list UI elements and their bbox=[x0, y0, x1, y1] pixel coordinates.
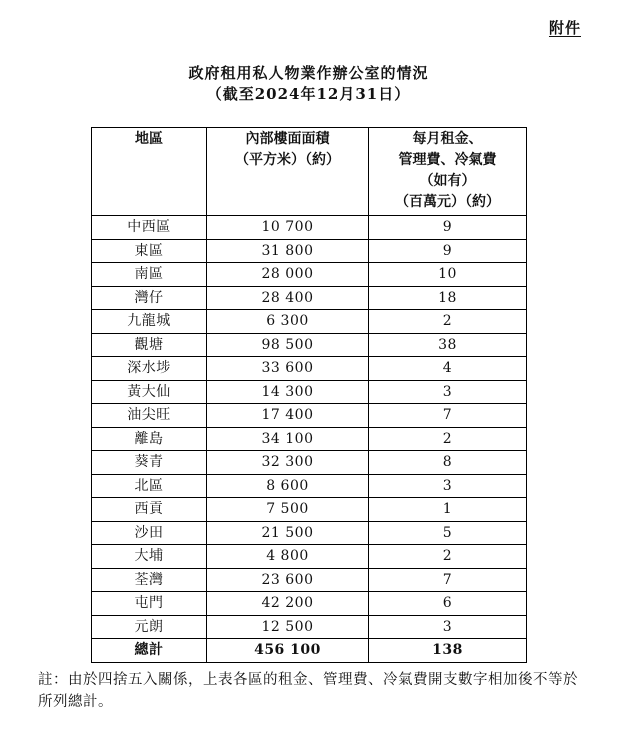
district-cell: 大埔 bbox=[92, 545, 207, 569]
header-floor-area-line: 內部樓面面積 bbox=[245, 131, 330, 147]
table-row bbox=[92, 310, 527, 334]
table-row bbox=[92, 286, 527, 310]
area-cell: 42 200 bbox=[207, 592, 369, 616]
table-row bbox=[92, 263, 527, 287]
district-cell: 元朗 bbox=[92, 615, 207, 639]
district-cell: 灣仔 bbox=[92, 286, 207, 310]
table-row bbox=[92, 521, 527, 545]
district-cell: 屯門 bbox=[92, 592, 207, 616]
cost-cell: 8 bbox=[369, 451, 527, 475]
district-cell: 東區 bbox=[92, 239, 207, 263]
header-cost-line-2: 管理費、冷氣費 bbox=[398, 152, 497, 168]
area-cell: 31 800 bbox=[207, 239, 369, 263]
header-cost-line-3: （如有） bbox=[419, 173, 476, 189]
area-cell: 14 300 bbox=[207, 380, 369, 404]
annex-label: 附件 bbox=[548, 19, 581, 37]
district-cell: 北區 bbox=[92, 474, 207, 498]
district-cell: 中西區 bbox=[92, 216, 207, 240]
area-cell: 28 000 bbox=[207, 263, 369, 287]
table-row bbox=[92, 216, 527, 240]
header-floor-area bbox=[207, 128, 369, 216]
table-row bbox=[92, 404, 527, 428]
district-cell: 九龍城 bbox=[92, 310, 207, 334]
title-line-2: （截至2024年12月31日） bbox=[206, 85, 411, 103]
table-row bbox=[92, 568, 527, 592]
table-row bbox=[92, 615, 527, 639]
office-rental-table bbox=[91, 127, 527, 663]
cost-cell: 7 bbox=[369, 404, 527, 428]
cost-cell: 38 bbox=[369, 333, 527, 357]
area-cell: 10 700 bbox=[207, 216, 369, 240]
district-cell: 觀塘 bbox=[92, 333, 207, 357]
cost-cell: 9 bbox=[369, 239, 527, 263]
cost-cell: 3 bbox=[369, 380, 527, 404]
table-row bbox=[92, 545, 527, 569]
cost-cell: 2 bbox=[369, 427, 527, 451]
header-floor-area-unit: （平方米）（約） bbox=[235, 152, 340, 168]
cost-cell: 3 bbox=[369, 615, 527, 639]
table-header-row bbox=[92, 128, 527, 216]
title-line-1: 政府租用私人物業作辦公室的情況 bbox=[188, 64, 429, 82]
cost-cell: 5 bbox=[369, 521, 527, 545]
area-cell: 7 500 bbox=[207, 498, 369, 522]
table-row bbox=[92, 333, 527, 357]
cost-cell: 10 bbox=[369, 263, 527, 287]
district-cell: 西貢 bbox=[92, 498, 207, 522]
total-label-cell: 總計 bbox=[92, 639, 207, 663]
district-cell: 深水埗 bbox=[92, 357, 207, 381]
district-cell: 南區 bbox=[92, 263, 207, 287]
area-cell: 32 300 bbox=[207, 451, 369, 475]
area-cell: 28 400 bbox=[207, 286, 369, 310]
area-cell: 17 400 bbox=[207, 404, 369, 428]
cost-cell: 6 bbox=[369, 592, 527, 616]
cost-cell: 3 bbox=[369, 474, 527, 498]
cost-cell: 4 bbox=[369, 357, 527, 381]
total-cost-cell: 138 bbox=[369, 639, 527, 663]
table-row bbox=[92, 427, 527, 451]
total-area-cell: 456 100 bbox=[207, 639, 369, 663]
area-cell: 23 600 bbox=[207, 568, 369, 592]
area-cell: 21 500 bbox=[207, 521, 369, 545]
district-cell: 油尖旺 bbox=[92, 404, 207, 428]
footnote: 註：由於四捨五入關係，上表各區的租金、管理費、冷氣費開支數字相加後不等於所列總計。 bbox=[38, 672, 578, 710]
table-row bbox=[92, 357, 527, 381]
area-cell: 8 600 bbox=[207, 474, 369, 498]
table-row bbox=[92, 592, 527, 616]
table-row bbox=[92, 239, 527, 263]
header-district: 地區 bbox=[92, 128, 207, 216]
cost-cell: 2 bbox=[369, 545, 527, 569]
district-cell: 離島 bbox=[92, 427, 207, 451]
document-title bbox=[0, 63, 617, 105]
cost-cell: 9 bbox=[369, 216, 527, 240]
cost-cell: 1 bbox=[369, 498, 527, 522]
cost-cell: 7 bbox=[369, 568, 527, 592]
area-cell: 33 600 bbox=[207, 357, 369, 381]
area-cell: 98 500 bbox=[207, 333, 369, 357]
table-row bbox=[92, 498, 527, 522]
district-cell: 葵青 bbox=[92, 451, 207, 475]
table-total-row bbox=[92, 639, 527, 663]
area-cell: 12 500 bbox=[207, 615, 369, 639]
area-cell: 6 300 bbox=[207, 310, 369, 334]
header-cost-line-4: （百萬元）（約） bbox=[395, 194, 500, 210]
header-monthly-cost bbox=[369, 128, 527, 216]
area-cell: 4 800 bbox=[207, 545, 369, 569]
district-cell: 黃大仙 bbox=[92, 380, 207, 404]
cost-cell: 2 bbox=[369, 310, 527, 334]
cost-cell: 18 bbox=[369, 286, 527, 310]
table-row bbox=[92, 380, 527, 404]
table-row bbox=[92, 474, 527, 498]
table-row bbox=[92, 451, 527, 475]
district-cell: 荃灣 bbox=[92, 568, 207, 592]
district-cell: 沙田 bbox=[92, 521, 207, 545]
area-cell: 34 100 bbox=[207, 427, 369, 451]
header-cost-line-1: 每月租金、 bbox=[412, 131, 483, 147]
